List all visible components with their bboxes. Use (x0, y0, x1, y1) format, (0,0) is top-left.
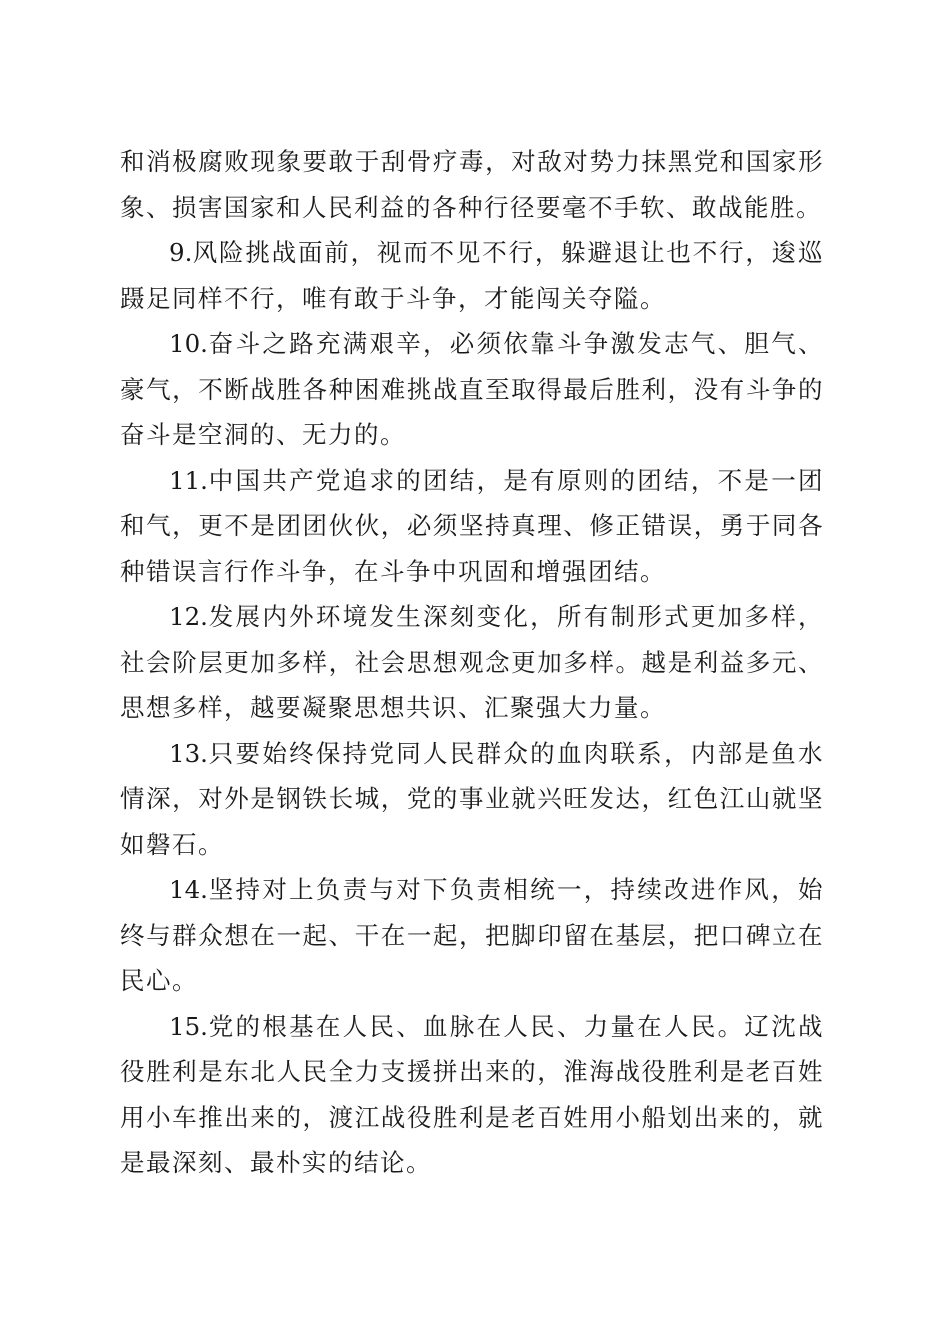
paragraph-number: 11. (169, 465, 208, 495)
paragraph-number: 12. (169, 602, 208, 631)
paragraph-number: 9. (169, 238, 193, 267)
paragraph-10 (120, 321, 824, 458)
document-page (120, 139, 824, 1186)
paragraph-13 (120, 731, 824, 868)
paragraph-text: 中国共产党追求的团结，是有原则的团结，不是一团和气，更不是团团伙伙，必须坚持真理、修正错误，勇于同各种错误言行作斗争，在斗争中巩固和增强团结。 (120, 465, 824, 586)
paragraph-text: 坚持对上负责与对下负责相统一，持续改进作风，始终与群众想在一起、干在一起，把脚印留在基层，把口碑立在民心。 (120, 875, 824, 995)
paragraph-text: 和消极腐败现象要敢于刮骨疗毒，对敌对势力抹黑党和国家形象、损害国家和人民利益的各种行径要毫不手软、敢战能胜。 (120, 147, 824, 222)
paragraph-number: 10. (169, 329, 208, 358)
paragraph-number: 14. (169, 875, 208, 904)
paragraph-number: 13. (169, 738, 208, 768)
paragraph-14 (120, 867, 824, 1004)
paragraph-9 (120, 230, 824, 321)
paragraph-text: 发展内外环境发生深刻变化，所有制形式更加多样，社会阶层更加多样，社会思想观念更加多样。越是利益多元、思想多样，越要凝聚思想共识、汇聚强大力量。 (120, 602, 824, 722)
paragraph-12 (120, 594, 824, 731)
paragraph-text: 党的根基在人民、血脉在人民、力量在人民。辽沈战役胜利是东北人民全力支援拼出来的，淮海战役胜利是老百姓用小车推出来的，渡江战役胜利是老百姓用小船划出来的，就是最深刻、最朴实的结论。 (120, 1011, 824, 1177)
paragraph-15 (120, 1004, 824, 1186)
paragraph-number: 15. (169, 1011, 208, 1041)
paragraph-continuation (120, 139, 824, 230)
paragraph-11 (120, 458, 824, 595)
paragraph-text: 奋斗之路充满艰辛，必须依靠斗争激发志气、胆气、豪气，不断战胜各种困难挑战直至取得最后胜利，没有斗争的奋斗是空洞的、无力的。 (120, 329, 824, 449)
paragraph-text: 风险挑战面前，视而不见不行，躲避退让也不行，逡巡蹑足同样不行，唯有敢于斗争，才能闯关夺隘。 (120, 238, 824, 313)
paragraph-text: 只要始终保持党同人民群众的血肉联系，内部是鱼水情深，对外是钢铁长城，党的事业就兴旺发达，红色江山就坚如磐石。 (120, 738, 824, 859)
